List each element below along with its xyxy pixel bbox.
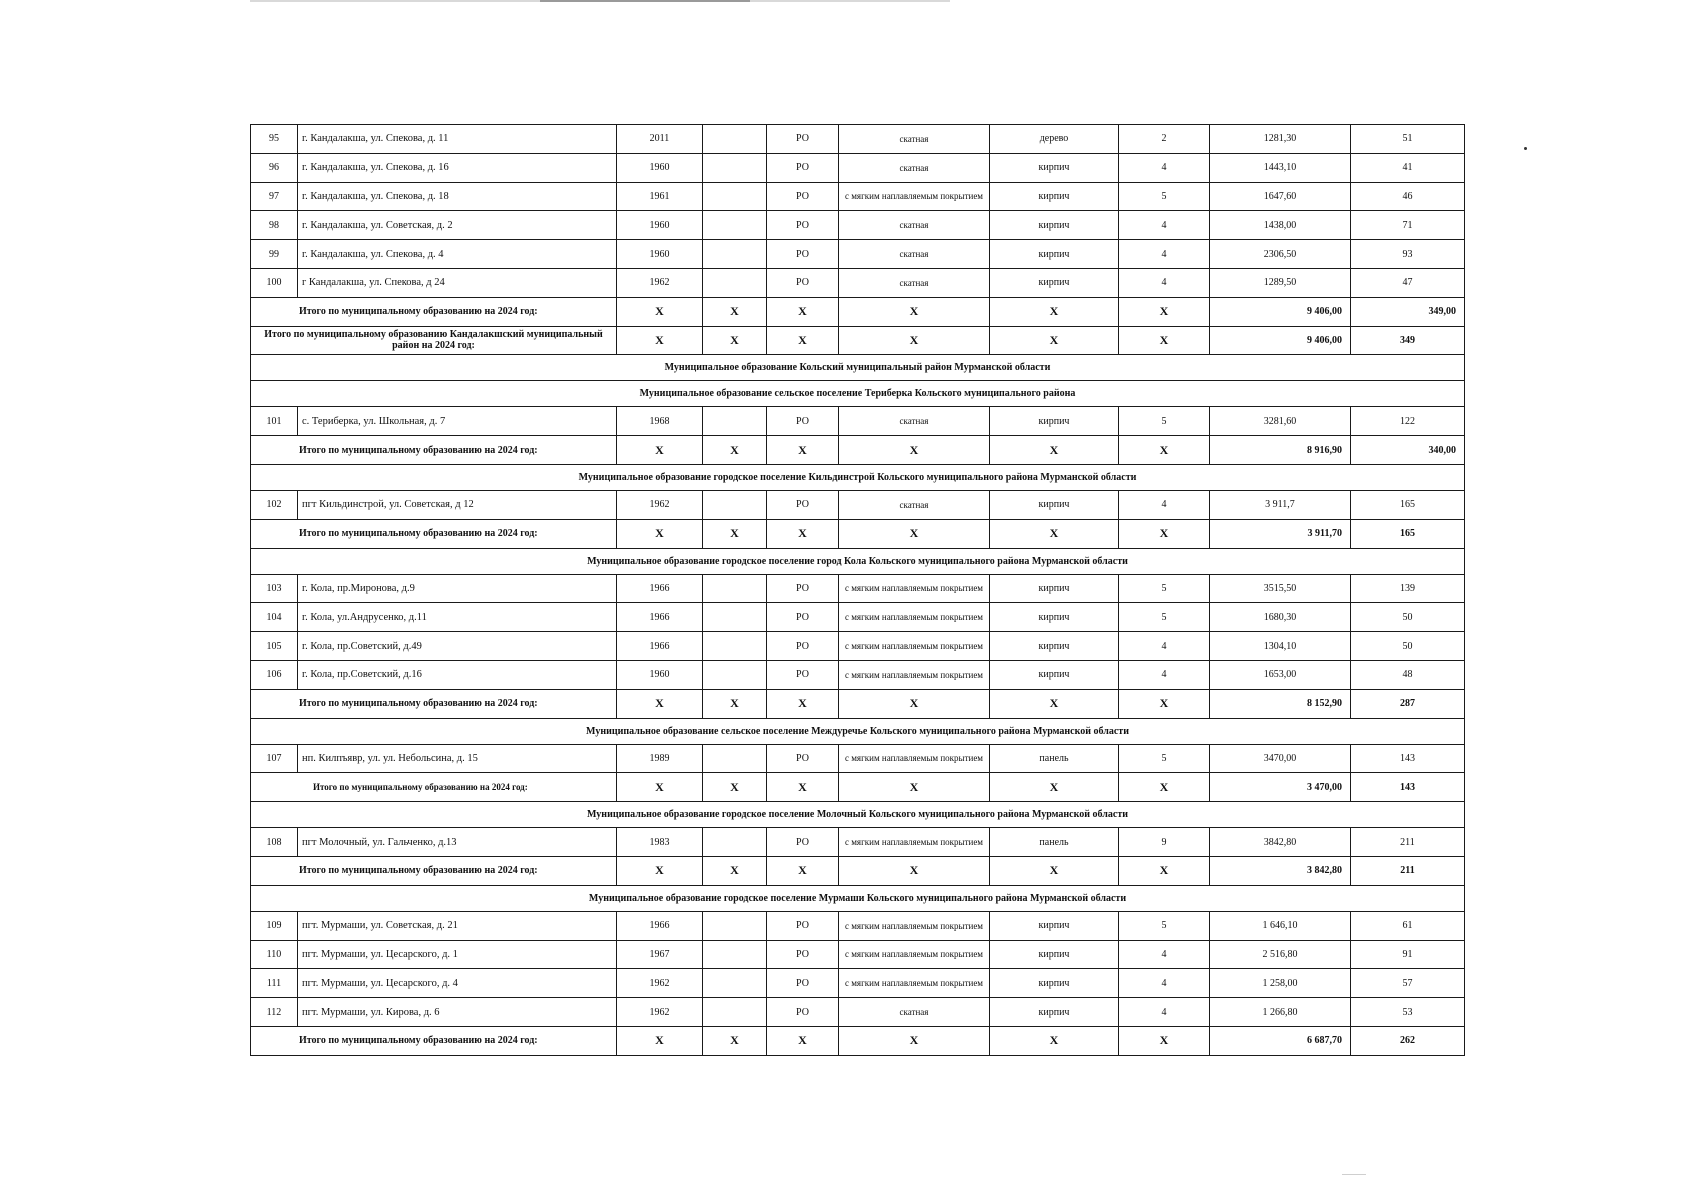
floors-cell: 5: [1119, 574, 1210, 603]
residents-cell: 143: [1351, 744, 1465, 773]
area-cell: 1 646,10: [1210, 911, 1351, 940]
total-x-mark: X: [1119, 856, 1210, 885]
total-area: 8 152,90: [1210, 689, 1351, 718]
floors-cell: 4: [1119, 240, 1210, 269]
wall-material-cell: кирпич: [990, 182, 1119, 211]
total-x-mark: X: [617, 297, 703, 326]
method-cell: РО: [767, 574, 839, 603]
empty-cell: [703, 828, 767, 857]
total-area: 9 406,00: [1210, 326, 1351, 355]
section-title: Муниципальное образование городское поселение Мурмаши Кольского муниципального района Мурманской области: [251, 885, 1465, 911]
table-row: [251, 490, 1465, 519]
table-body: [251, 125, 1465, 1056]
empty-cell: [703, 407, 767, 436]
section-title: Муниципальное образование городское поселение город Кола Кольского муниципального района Мурманской области: [251, 548, 1465, 574]
area-cell: 1304,10: [1210, 632, 1351, 661]
total-x-mark: X: [617, 1026, 703, 1055]
roof-type-cell: с мягким наплавляемым покрытием: [839, 744, 990, 773]
address-cell: пгт. Мурмаши, ул. Цесарского, д. 4: [298, 969, 617, 998]
empty-cell: [703, 998, 767, 1027]
area-cell: 3281,60: [1210, 407, 1351, 436]
total-x-mark: X: [990, 1026, 1119, 1055]
row-number: 103: [251, 574, 298, 603]
total-label: Итого по муниципальному образованию на 2024 год:: [251, 1026, 617, 1055]
roof-type-cell: скатная: [839, 211, 990, 240]
address-cell: пгт Кильдинстрой, ул. Советская, д 12: [298, 490, 617, 519]
table-row: [251, 211, 1465, 240]
roof-type-cell: с мягким наплавляемым покрытием: [839, 828, 990, 857]
address-cell: г. Кола, ул.Андрусенко, д.11: [298, 603, 617, 632]
row-number: 109: [251, 911, 298, 940]
table-row: [251, 660, 1465, 689]
total-x-mark: X: [990, 519, 1119, 548]
year-cell: 1989: [617, 744, 703, 773]
floors-cell: 4: [1119, 660, 1210, 689]
total-row: [251, 689, 1465, 718]
floors-cell: 4: [1119, 490, 1210, 519]
address-cell: пгт. Мурмаши, ул. Цесарского, д. 1: [298, 940, 617, 969]
address-cell: г Кандалакша, ул. Спекова, д 24: [298, 268, 617, 297]
table-row: [251, 125, 1465, 154]
residents-cell: 48: [1351, 660, 1465, 689]
total-x-mark: X: [1119, 436, 1210, 465]
total-area: 3 911,70: [1210, 519, 1351, 548]
table-row: [251, 911, 1465, 940]
address-cell: г. Кандалакша, ул. Спекова, д. 16: [298, 153, 617, 182]
residents-cell: 50: [1351, 632, 1465, 661]
empty-cell: [703, 603, 767, 632]
year-cell: 1966: [617, 574, 703, 603]
empty-cell: [703, 490, 767, 519]
wall-material-cell: кирпич: [990, 407, 1119, 436]
method-cell: РО: [767, 660, 839, 689]
method-cell: РО: [767, 998, 839, 1027]
wall-material-cell: кирпич: [990, 153, 1119, 182]
year-cell: 1962: [617, 969, 703, 998]
method-cell: РО: [767, 744, 839, 773]
address-cell: пгт. Мурмаши, ул. Кирова, д. 6: [298, 998, 617, 1027]
scan-artifact-line: [540, 0, 750, 2]
row-number: 101: [251, 407, 298, 436]
wall-material-cell: кирпич: [990, 268, 1119, 297]
total-x-mark: X: [703, 689, 767, 718]
area-cell: 2 516,80: [1210, 940, 1351, 969]
section-header-row: [251, 464, 1465, 490]
address-cell: пгт Молочный, ул. Гальченко, д.13: [298, 828, 617, 857]
floors-cell: 4: [1119, 969, 1210, 998]
residents-cell: 41: [1351, 153, 1465, 182]
empty-cell: [703, 744, 767, 773]
total-x-mark: X: [767, 297, 839, 326]
section-header-row: [251, 381, 1465, 407]
total-x-mark: X: [839, 326, 990, 355]
address-cell: г. Кандалакша, ул. Советская, д. 2: [298, 211, 617, 240]
row-number: 95: [251, 125, 298, 154]
wall-material-cell: панель: [990, 828, 1119, 857]
row-number: 105: [251, 632, 298, 661]
total-x-mark: X: [1119, 519, 1210, 548]
roof-type-cell: с мягким наплавляемым покрытием: [839, 911, 990, 940]
empty-cell: [703, 969, 767, 998]
section-title: Муниципальное образование сельское поселение Междуречье Кольского муниципального района Мурманской области: [251, 718, 1465, 744]
roof-type-cell: скатная: [839, 153, 990, 182]
wall-material-cell: кирпич: [990, 969, 1119, 998]
total-x-mark: X: [767, 689, 839, 718]
method-cell: РО: [767, 407, 839, 436]
total-x-mark: X: [839, 519, 990, 548]
year-cell: 1968: [617, 407, 703, 436]
roof-type-cell: скатная: [839, 268, 990, 297]
section-title: Муниципальное образование городское поселение Молочный Кольского муниципального района Мурманской области: [251, 802, 1465, 828]
empty-cell: [703, 268, 767, 297]
total-row: [251, 773, 1465, 802]
section-header-row: [251, 548, 1465, 574]
area-cell: 1281,30: [1210, 125, 1351, 154]
total-x-mark: X: [703, 436, 767, 465]
year-cell: 1960: [617, 240, 703, 269]
section-header-row: [251, 355, 1465, 381]
area-cell: 1647,60: [1210, 182, 1351, 211]
year-cell: 1966: [617, 632, 703, 661]
total-x-mark: X: [703, 326, 767, 355]
area-cell: 3 911,7: [1210, 490, 1351, 519]
empty-cell: [703, 153, 767, 182]
method-cell: РО: [767, 240, 839, 269]
address-cell: пгт. Мурмаши, ул. Советская, д. 21: [298, 911, 617, 940]
total-residents: 143: [1351, 773, 1465, 802]
year-cell: 1967: [617, 940, 703, 969]
residents-cell: 61: [1351, 911, 1465, 940]
method-cell: РО: [767, 211, 839, 240]
total-label: Итого по муниципальному образованию на 2024 год:: [251, 297, 617, 326]
residents-cell: 139: [1351, 574, 1465, 603]
method-cell: РО: [767, 153, 839, 182]
roof-type-cell: с мягким наплавляемым покрытием: [839, 940, 990, 969]
row-number: 110: [251, 940, 298, 969]
section-title: Муниципальное образование сельское поселение Териберка Кольского муниципального района: [251, 381, 1465, 407]
year-cell: 1983: [617, 828, 703, 857]
total-x-mark: X: [1119, 1026, 1210, 1055]
total-x-mark: X: [990, 436, 1119, 465]
roof-type-cell: с мягким наплавляемым покрытием: [839, 603, 990, 632]
year-cell: 1961: [617, 182, 703, 211]
address-cell: г. Кандалакша, ул. Спекова, д. 4: [298, 240, 617, 269]
total-x-mark: X: [839, 689, 990, 718]
residents-cell: 50: [1351, 603, 1465, 632]
floors-cell: 4: [1119, 268, 1210, 297]
total-x-mark: X: [839, 297, 990, 326]
empty-cell: [703, 660, 767, 689]
area-cell: 1 258,00: [1210, 969, 1351, 998]
year-cell: 1966: [617, 603, 703, 632]
year-cell: 2011: [617, 125, 703, 154]
wall-material-cell: кирпич: [990, 660, 1119, 689]
row-number: 111: [251, 969, 298, 998]
section-title: Муниципальное образование Кольский муниципальный район Мурманской области: [251, 355, 1465, 381]
year-cell: 1960: [617, 153, 703, 182]
empty-cell: [703, 632, 767, 661]
total-x-mark: X: [1119, 773, 1210, 802]
method-cell: РО: [767, 268, 839, 297]
table-row: [251, 574, 1465, 603]
table-row: [251, 407, 1465, 436]
empty-cell: [703, 574, 767, 603]
total-area: 8 916,90: [1210, 436, 1351, 465]
method-cell: РО: [767, 632, 839, 661]
row-number: 106: [251, 660, 298, 689]
total-x-mark: X: [990, 326, 1119, 355]
wall-material-cell: кирпич: [990, 211, 1119, 240]
total-x-mark: X: [703, 1026, 767, 1055]
total-x-mark: X: [617, 436, 703, 465]
total-x-mark: X: [767, 519, 839, 548]
total-row: [251, 326, 1465, 355]
roof-type-cell: с мягким наплавляемым покрытием: [839, 574, 990, 603]
roof-type-cell: с мягким наплавляемым покрытием: [839, 182, 990, 211]
wall-material-cell: панель: [990, 744, 1119, 773]
address-cell: г. Кандалакша, ул. Спекова, д. 18: [298, 182, 617, 211]
total-x-mark: X: [990, 689, 1119, 718]
roof-type-cell: скатная: [839, 125, 990, 154]
row-number: 102: [251, 490, 298, 519]
residents-cell: 93: [1351, 240, 1465, 269]
floors-cell: 5: [1119, 407, 1210, 436]
year-cell: 1966: [617, 911, 703, 940]
total-x-mark: X: [1119, 297, 1210, 326]
total-x-mark: X: [839, 1026, 990, 1055]
year-cell: 1962: [617, 998, 703, 1027]
area-cell: 1438,00: [1210, 211, 1351, 240]
floors-cell: 5: [1119, 911, 1210, 940]
total-x-mark: X: [767, 856, 839, 885]
roof-type-cell: скатная: [839, 240, 990, 269]
address-cell: г. Кола, пр.Советский, д.16: [298, 660, 617, 689]
table-row: [251, 998, 1465, 1027]
total-label: Итого по муниципальному образованию на 2024 год:: [251, 436, 617, 465]
total-x-mark: X: [703, 297, 767, 326]
area-cell: 3470,00: [1210, 744, 1351, 773]
table-row: [251, 603, 1465, 632]
residents-cell: 53: [1351, 998, 1465, 1027]
residents-cell: 71: [1351, 211, 1465, 240]
residents-cell: 57: [1351, 969, 1465, 998]
total-x-mark: X: [839, 773, 990, 802]
total-x-mark: X: [839, 436, 990, 465]
area-cell: 1443,10: [1210, 153, 1351, 182]
method-cell: РО: [767, 182, 839, 211]
table-row: [251, 240, 1465, 269]
scan-speck: [1524, 147, 1527, 150]
wall-material-cell: кирпич: [990, 490, 1119, 519]
total-label: Итого по муниципальному образованию на 2024 год:: [251, 689, 617, 718]
total-x-mark: X: [990, 856, 1119, 885]
method-cell: РО: [767, 490, 839, 519]
total-x-mark: X: [1119, 689, 1210, 718]
total-label: Итого по муниципальному образованию на 2024 год:: [251, 519, 617, 548]
method-cell: РО: [767, 828, 839, 857]
total-row: [251, 436, 1465, 465]
total-residents: 165: [1351, 519, 1465, 548]
floors-cell: 4: [1119, 940, 1210, 969]
section-header-row: [251, 885, 1465, 911]
table-row: [251, 632, 1465, 661]
empty-cell: [703, 125, 767, 154]
empty-cell: [703, 240, 767, 269]
method-cell: РО: [767, 125, 839, 154]
total-x-mark: X: [839, 856, 990, 885]
area-cell: 1289,50: [1210, 268, 1351, 297]
total-residents: 211: [1351, 856, 1465, 885]
year-cell: 1960: [617, 211, 703, 240]
total-label: Итого по муниципальному образованию на 2024 год:: [251, 773, 617, 802]
floors-cell: 9: [1119, 828, 1210, 857]
empty-cell: [703, 182, 767, 211]
table-row: [251, 182, 1465, 211]
total-residents: 349,00: [1351, 297, 1465, 326]
total-x-mark: X: [703, 856, 767, 885]
method-cell: РО: [767, 940, 839, 969]
wall-material-cell: кирпич: [990, 998, 1119, 1027]
total-x-mark: X: [767, 1026, 839, 1055]
floors-cell: 5: [1119, 182, 1210, 211]
residents-cell: 165: [1351, 490, 1465, 519]
address-cell: г. Кола, пр.Советский, д.49: [298, 632, 617, 661]
area-cell: 3515,50: [1210, 574, 1351, 603]
area-cell: 1680,30: [1210, 603, 1351, 632]
total-x-mark: X: [617, 519, 703, 548]
total-area: 3 470,00: [1210, 773, 1351, 802]
total-area: 3 842,80: [1210, 856, 1351, 885]
area-cell: 3842,80: [1210, 828, 1351, 857]
roof-type-cell: с мягким наплавляемым покрытием: [839, 632, 990, 661]
total-x-mark: X: [617, 689, 703, 718]
residents-cell: 122: [1351, 407, 1465, 436]
total-residents: 287: [1351, 689, 1465, 718]
total-x-mark: X: [617, 773, 703, 802]
total-row: [251, 1026, 1465, 1055]
table-row: [251, 940, 1465, 969]
empty-cell: [703, 911, 767, 940]
wall-material-cell: кирпич: [990, 940, 1119, 969]
total-x-mark: X: [990, 773, 1119, 802]
table-row: [251, 828, 1465, 857]
area-cell: 2306,50: [1210, 240, 1351, 269]
section-header-row: [251, 802, 1465, 828]
year-cell: 1962: [617, 490, 703, 519]
address-cell: нп. Килпъявр, ул. ул. Небольсина, д. 15: [298, 744, 617, 773]
total-area: 9 406,00: [1210, 297, 1351, 326]
row-number: 104: [251, 603, 298, 632]
row-number: 100: [251, 268, 298, 297]
total-residents: 340,00: [1351, 436, 1465, 465]
roof-type-cell: с мягким наплавляемым покрытием: [839, 969, 990, 998]
floors-cell: 5: [1119, 603, 1210, 632]
row-number: 96: [251, 153, 298, 182]
section-title: Муниципальное образование городское поселение Кильдинстрой Кольского муниципального района Мурманской области: [251, 464, 1465, 490]
wall-material-cell: кирпич: [990, 574, 1119, 603]
wall-material-cell: кирпич: [990, 240, 1119, 269]
row-number: 107: [251, 744, 298, 773]
total-x-mark: X: [767, 773, 839, 802]
floors-cell: 4: [1119, 632, 1210, 661]
address-cell: с. Териберка, ул. Школьная, д. 7: [298, 407, 617, 436]
address-cell: г. Кандалакша, ул. Спекова, д. 11: [298, 125, 617, 154]
total-x-mark: X: [1119, 326, 1210, 355]
wall-material-cell: дерево: [990, 125, 1119, 154]
residents-cell: 211: [1351, 828, 1465, 857]
row-number: 112: [251, 998, 298, 1027]
floors-cell: 4: [1119, 211, 1210, 240]
total-row: [251, 519, 1465, 548]
method-cell: РО: [767, 911, 839, 940]
table-row: [251, 744, 1465, 773]
floors-cell: 2: [1119, 125, 1210, 154]
method-cell: РО: [767, 969, 839, 998]
row-number: 98: [251, 211, 298, 240]
floors-cell: 4: [1119, 153, 1210, 182]
total-x-mark: X: [617, 856, 703, 885]
total-x-mark: X: [703, 773, 767, 802]
section-header-row: [251, 718, 1465, 744]
area-cell: 1653,00: [1210, 660, 1351, 689]
area-cell: 1 266,80: [1210, 998, 1351, 1027]
wall-material-cell: кирпич: [990, 632, 1119, 661]
total-x-mark: X: [767, 436, 839, 465]
floors-cell: 4: [1119, 998, 1210, 1027]
roof-type-cell: скатная: [839, 998, 990, 1027]
total-residents: 262: [1351, 1026, 1465, 1055]
total-row: [251, 856, 1465, 885]
residents-cell: 46: [1351, 182, 1465, 211]
row-number: 97: [251, 182, 298, 211]
table-row: [251, 268, 1465, 297]
total-row: [251, 297, 1465, 326]
total-x-mark: X: [703, 519, 767, 548]
total-label: Итого по муниципальному образованию на 2024 год:: [251, 856, 617, 885]
year-cell: 1960: [617, 660, 703, 689]
year-cell: 1962: [617, 268, 703, 297]
table-row: [251, 153, 1465, 182]
wall-material-cell: кирпич: [990, 603, 1119, 632]
roof-type-cell: с мягким наплавляемым покрытием: [839, 660, 990, 689]
row-number: 99: [251, 240, 298, 269]
floors-cell: 5: [1119, 744, 1210, 773]
wall-material-cell: кирпич: [990, 911, 1119, 940]
residents-cell: 51: [1351, 125, 1465, 154]
total-label: Итого по муниципальному образованию Кандалакшский муниципальный район на 2024 год:: [251, 326, 617, 355]
residents-cell: 47: [1351, 268, 1465, 297]
residents-cell: 91: [1351, 940, 1465, 969]
housing-register-table: [250, 124, 1465, 1056]
table-row: [251, 969, 1465, 998]
total-area: 6 687,70: [1210, 1026, 1351, 1055]
total-x-mark: X: [767, 326, 839, 355]
roof-type-cell: скатная: [839, 490, 990, 519]
roof-type-cell: скатная: [839, 407, 990, 436]
address-cell: г. Кола, пр.Миронова, д.9: [298, 574, 617, 603]
method-cell: РО: [767, 603, 839, 632]
total-residents: 349: [1351, 326, 1465, 355]
row-number: 108: [251, 828, 298, 857]
empty-cell: [703, 211, 767, 240]
total-x-mark: X: [990, 297, 1119, 326]
total-x-mark: X: [617, 326, 703, 355]
scan-speck: [1342, 1174, 1366, 1175]
empty-cell: [703, 940, 767, 969]
